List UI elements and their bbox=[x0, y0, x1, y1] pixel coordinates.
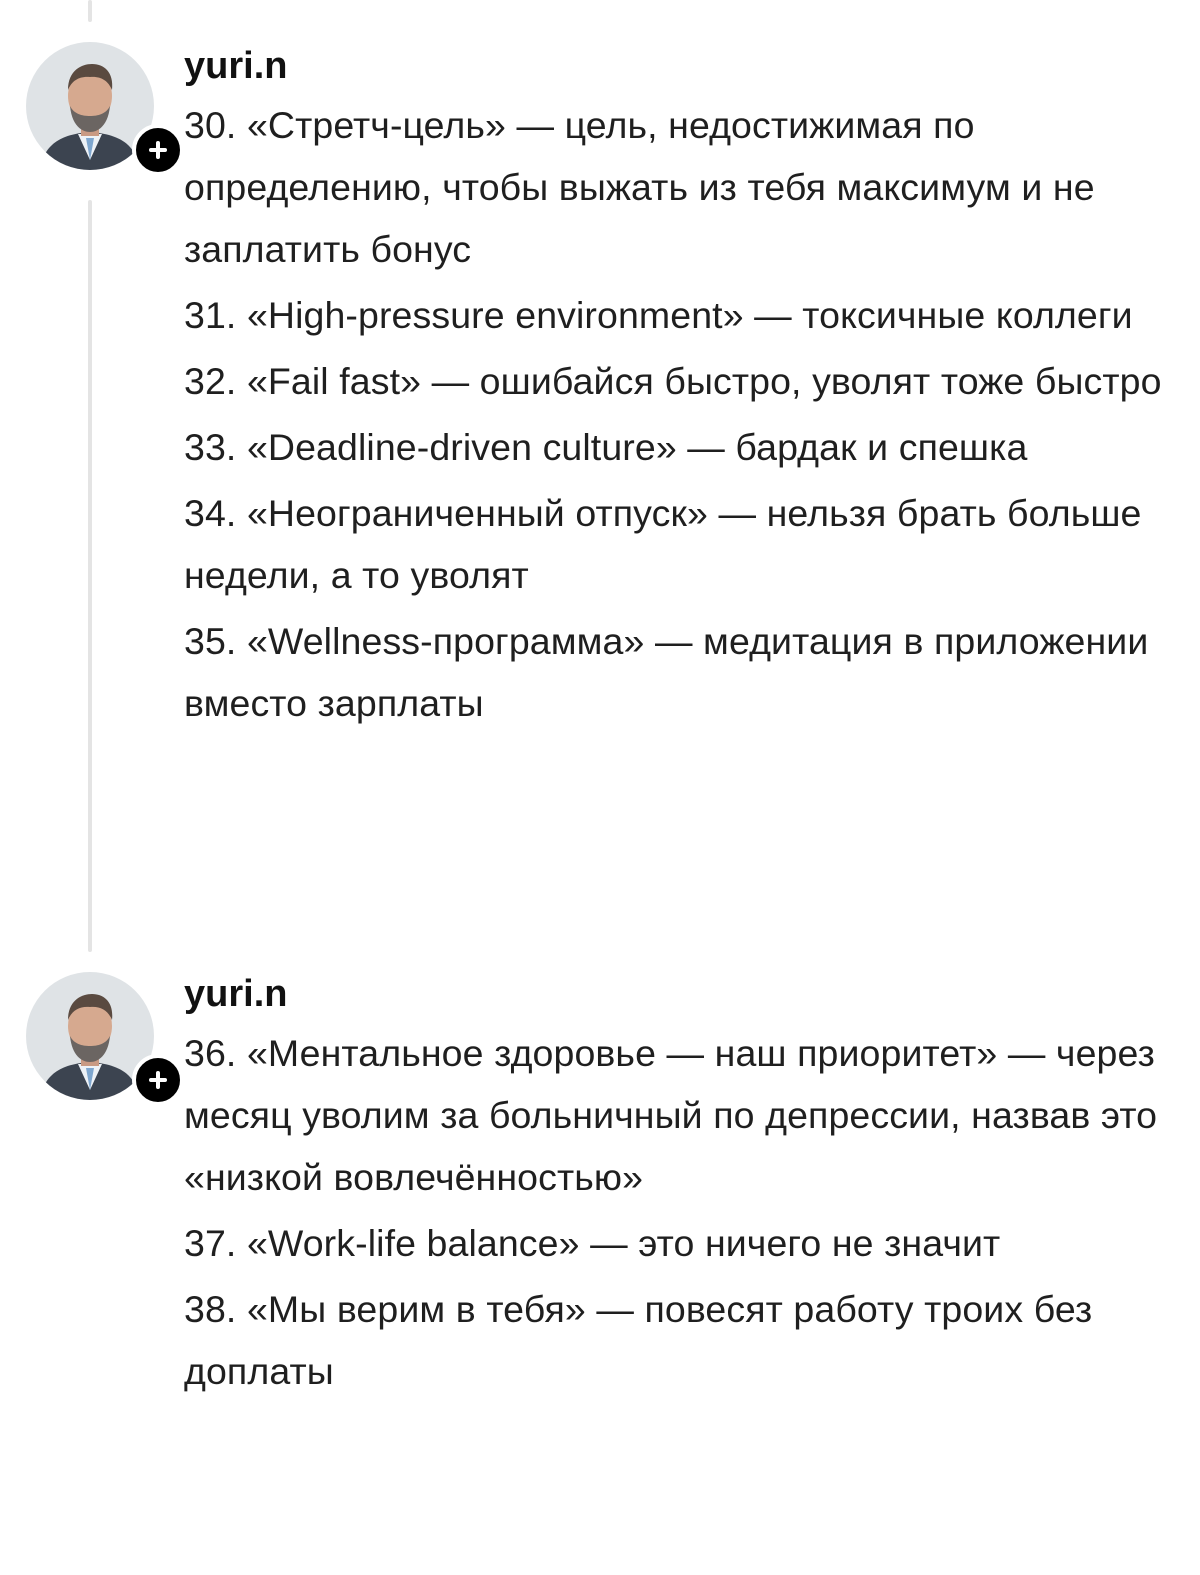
list-item: 33. «Deadline-driven culture» — бардак и спешка bbox=[184, 426, 1028, 468]
post-1-list bbox=[184, 94, 1170, 734]
post-2-list bbox=[184, 1022, 1170, 1402]
thread-line-top bbox=[88, 0, 92, 22]
list-item: 32. «Fail fast» — ошибайся быстро, уволят тоже быстро bbox=[184, 360, 1162, 402]
username[interactable]: yuri.n bbox=[184, 973, 288, 1015]
post-1 bbox=[184, 40, 1170, 734]
post-2 bbox=[184, 968, 1170, 1402]
list-item: 30. «Стретч-цель» — цель, недостижимая по определению, чтобы выжать из тебя максимум и не заплатить бонус bbox=[184, 104, 1095, 270]
list-item: 35. «Wellness-программа» — медитация в приложении вместо зарплаты bbox=[184, 620, 1149, 724]
post-2-avatar-wrap[interactable] bbox=[26, 972, 156, 1102]
list-item: 38. «Мы верим в тебя» — повесят работу троих без доплаты bbox=[184, 1288, 1093, 1392]
thread-line-1 bbox=[88, 200, 92, 952]
follow-plus-icon[interactable] bbox=[132, 1054, 184, 1106]
follow-plus-icon[interactable] bbox=[132, 124, 184, 176]
list-item: 31. «High-pressure environment» — токсичные коллеги bbox=[184, 294, 1133, 336]
list-item: 34. «Неограниченный отпуск» — нельзя брать больше недели, а то уволят bbox=[184, 492, 1142, 596]
list-item: 37. «Work-life balance» — это ничего не значит bbox=[184, 1222, 1001, 1264]
list-item: 36. «Ментальное здоровье — наш приоритет» — через месяц уволим за больничный по депрессии, назвав это «низкой вовлечённостью» bbox=[184, 1032, 1158, 1198]
post-1-avatar-wrap[interactable] bbox=[26, 42, 156, 172]
username[interactable]: yuri.n bbox=[184, 45, 288, 87]
